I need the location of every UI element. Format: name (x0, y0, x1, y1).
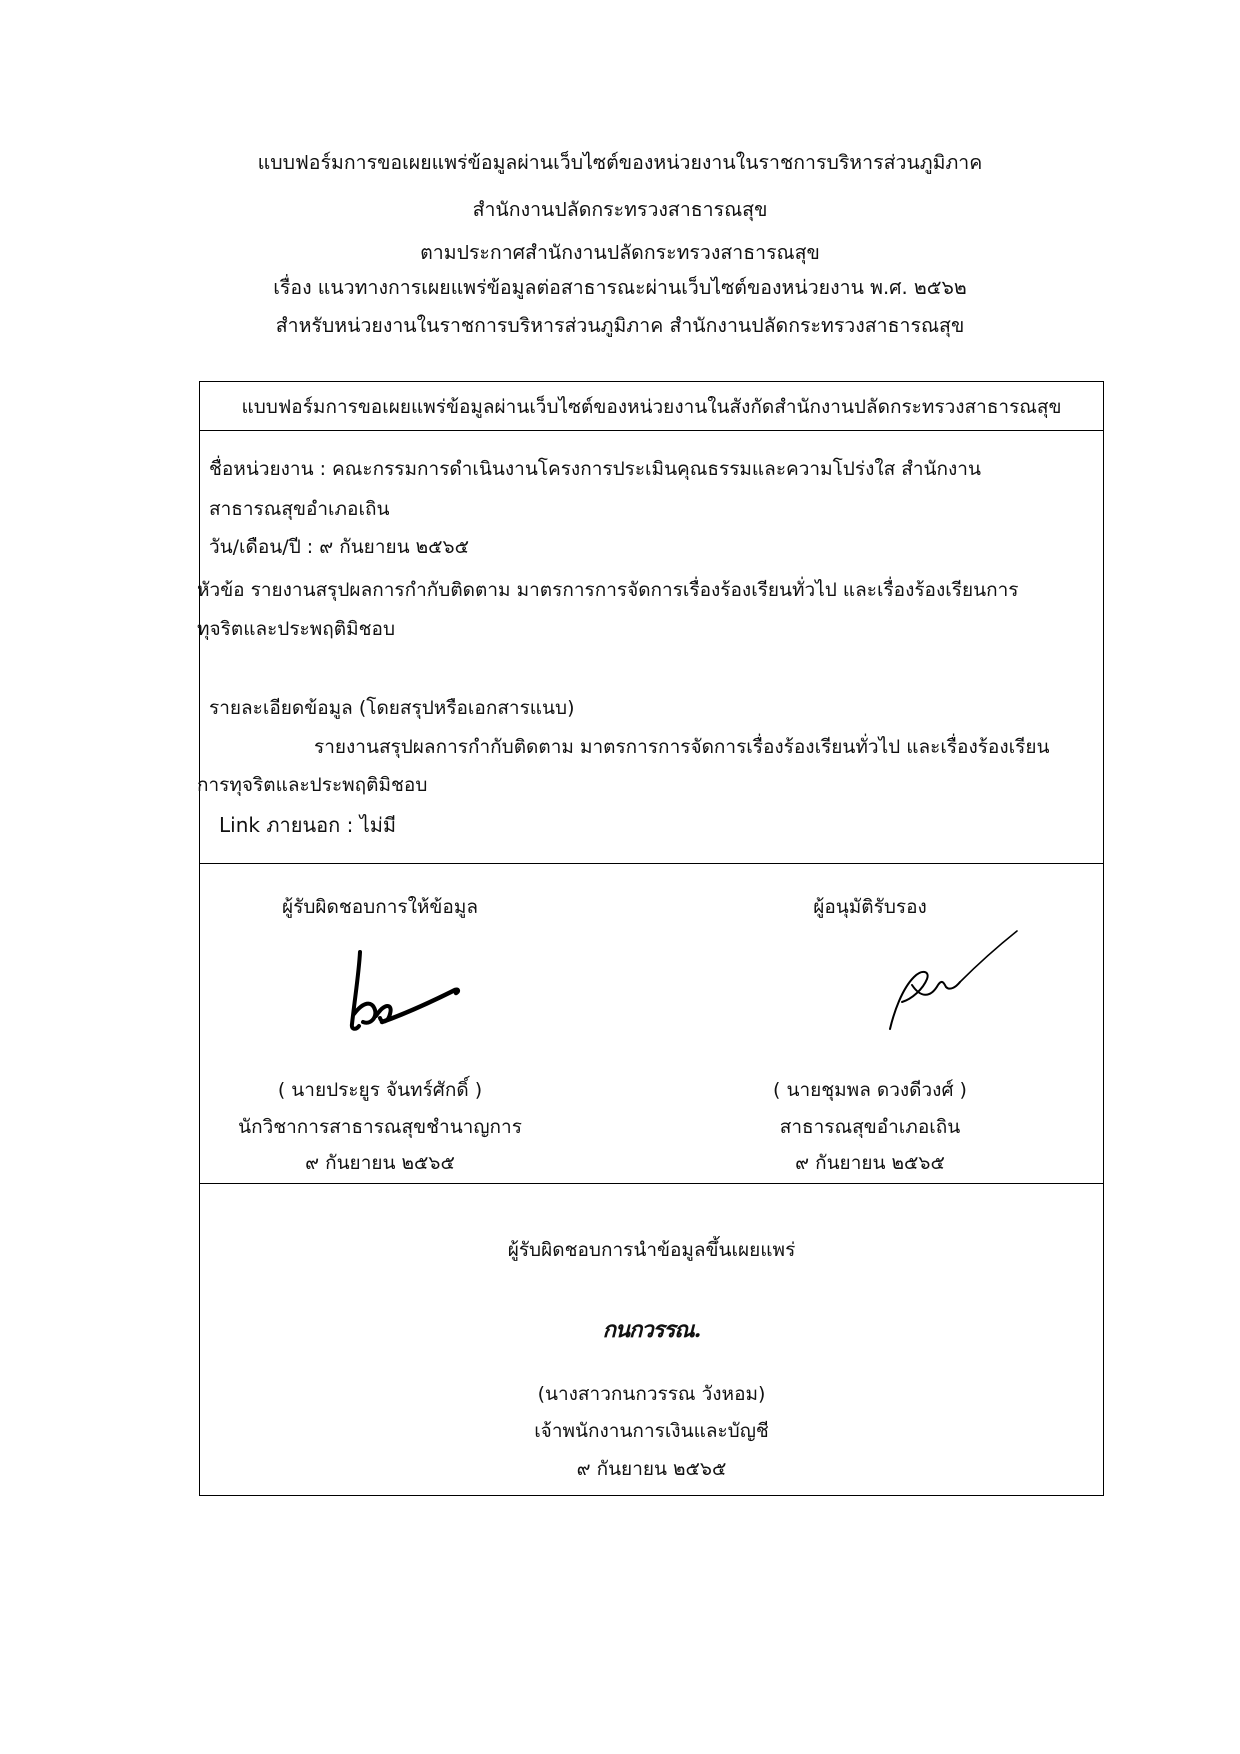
topic-line-2: ทุจริตและประพฤติมิชอบ (197, 618, 396, 640)
header-line-2: สำนักงานปลัดกระทรวงสาธารณสุข (472, 198, 768, 221)
responsible-position: นักวิชาการสาธารณสุขชำนาญการ (238, 1116, 522, 1138)
publisher-signature-icon: กนกวรรณ. (602, 1317, 701, 1343)
publisher-date: ๙ กันยายน ๒๕๖๕ (576, 1458, 727, 1480)
publisher-name: (นางสาวกนกวรรณ วังหอม) (537, 1383, 766, 1405)
header-line-1: แบบฟอร์มการขอเผยแพร่ข้อมูลผ่านเว็บไซต์ของหน่วยงานในราชการบริหารส่วนภูมิภาค (257, 151, 983, 174)
approver-position: สาธารณสุขอำเภอเถิน (779, 1116, 961, 1138)
date-line: วัน/เดือน/ปี : ๙ กันยายน ๒๕๖๕ (209, 536, 469, 558)
header-line-4: เรื่อง แนวทางการเผยแพร่ข้อมูลต่อสาธารณะผ่านเว็บไซต์ของหน่วยงาน พ.ศ. ๒๕๖๒ (273, 276, 967, 299)
divider-details (200, 863, 1103, 864)
publisher-position: เจ้าพนักงานการเงินและบัญชี (534, 1420, 769, 1442)
detail-line-1: รายงานสรุปผลการกำกับติดตาม มาตรการการจัดการเรื่องร้องเรียนทั่วไป และเรื่องร้องเรียน (314, 736, 1050, 758)
unit-name-line-2: สาธารณสุขอำเภอเถิน (209, 498, 390, 520)
publisher-role: ผู้รับผิดชอบการนำข้อมูลขึ้นเผยแพร่ (507, 1239, 796, 1261)
external-link-line: Link ภายนอก : ไม่มี (219, 813, 397, 837)
detail-line-2: การทุจริตและประพฤติมิชอบ (197, 774, 428, 796)
responsible-signature-icon (330, 942, 465, 1037)
header-line-5: สำหรับหน่วยงานในราชการบริหารส่วนภูมิภาค สำนักงานปลัดกระทรวงสาธารณสุข (275, 314, 965, 337)
approver-name: ( นายชุมพล ดวงดีวงศ์ ) (773, 1079, 967, 1101)
responsible-role: ผู้รับผิดชอบการให้ข้อมูล (282, 896, 478, 918)
divider-signatures (200, 1183, 1103, 1184)
detail-label: รายละเอียดข้อมูล (โดยสรุปหรือเอกสารแนบ) (209, 697, 575, 719)
header-line-3: ตามประกาศสำนักงานปลัดกระทรวงสาธารณสุข (420, 241, 820, 264)
approver-signature-icon (872, 927, 1022, 1037)
approver-date: ๙ กันยายน ๒๕๖๕ (795, 1152, 945, 1174)
form-title: แบบฟอร์มการขอเผยแพร่ข้อมูลผ่านเว็บไซต์ของหน่วยงานในสังกัดสำนักงานปลัดกระทรวงสาธารณสุข (241, 396, 1062, 418)
unit-name-line-1: ชื่อหน่วยงาน : คณะกรรมการดำเนินงานโครงการประเมินคุณธรรมและความโปร่งใส สำนักงาน (209, 458, 981, 480)
responsible-date: ๙ กันยายน ๒๕๖๕ (305, 1152, 455, 1174)
divider-title (200, 430, 1103, 431)
approver-role: ผู้อนุมัติรับรอง (813, 896, 927, 918)
topic-line-1: หัวข้อ รายงานสรุปผลการกำกับติดตาม มาตรการการจัดการเรื่องร้องเรียนทั่วไป และเรื่องร้องเรียนการ (197, 579, 1019, 601)
form-box (199, 381, 1104, 1496)
responsible-name: ( นายประยูร จันทร์ศักดิ์ ) (277, 1079, 483, 1101)
